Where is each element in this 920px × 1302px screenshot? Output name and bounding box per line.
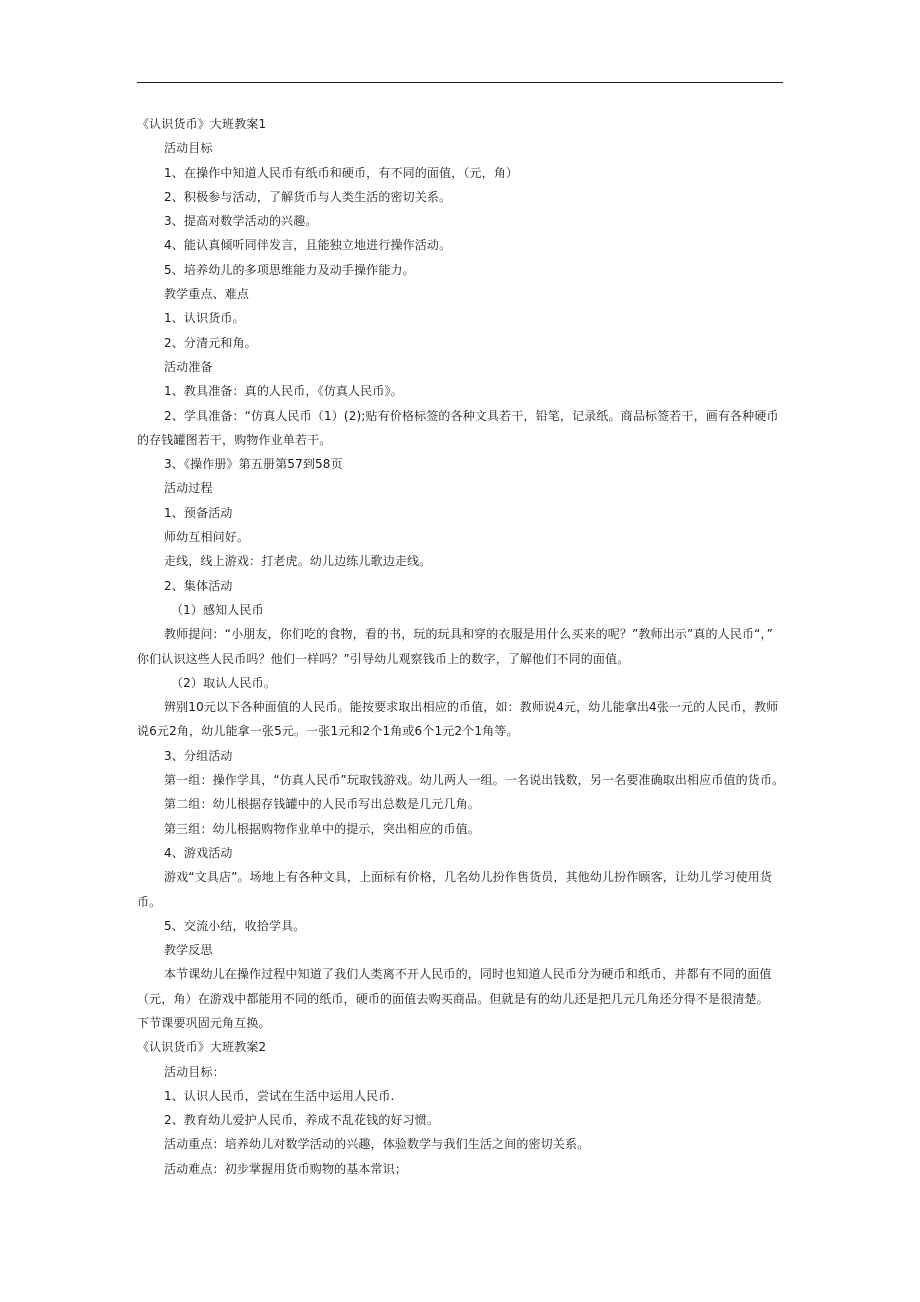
paragraph-continuation: 说6元2角，幼儿能拿一张5元。一张1元和2个1角或6个1元2个1角等。 [137,724,519,739]
paragraph: 第一组：操作学具，“仿真人民币”玩取钱游戏。幼儿两人一组。一名说出钱数，另一名要准确取出相应币值的货币。 [164,773,785,788]
paragraph: 2、集体活动 [164,578,233,593]
paragraph: 第二组：幼儿根据存钱罐中的人民币写出总数是几元几角。 [164,797,480,812]
paragraph: 2、积极参与活动，了解货币与人类生活的密切关系。 [164,189,452,204]
heading: 教学反思 [164,943,213,958]
paragraph: 师幼互相问好。 [164,530,250,545]
paragraph: 本节课幼儿在操作过程中知道了我们人类离不开人民币的，同时也知道人民币分为硬币和纸币，并都有不同的面值 [164,967,772,982]
paragraph: 走线，线上游戏：打老虎。幼儿边练儿歌边走线。 [164,554,432,569]
paragraph: 1、认识货币。 [164,311,245,326]
paragraph-continuation: 的存钱罐图若干，购物作业单若干。 [137,432,332,447]
paragraph: 1、认识人民币，尝试在生活中运用人民币. [164,1088,395,1103]
heading: 活动目标： [164,1064,225,1079]
paragraph: 5、培养幼儿的多项思维能力及动手操作能力。 [164,262,415,277]
paragraph: 4、游戏活动 [164,845,233,860]
document-body [137,112,787,1181]
paragraph: 3、提高对数学活动的兴趣。 [164,214,318,229]
paragraph-continuation: 你们认识这些人民币吗？他们一样吗？”引导幼儿观察钱币上的数字，了解他们不同的面值。 [137,651,630,666]
paragraph: 4、能认真倾听同伴发言，且能独立地进行操作活动。 [164,238,452,253]
header-rule [137,82,783,83]
paragraph: 第三组：幼儿根据购物作业单中的提示，突出相应的币值。 [164,821,480,836]
heading: 活动目标 [164,141,213,156]
heading: 活动过程 [164,481,213,496]
paragraph: 3、《操作册》第五册第57到58页 [164,457,343,472]
paragraph: 5、交流小结，收拾学具。 [164,918,306,933]
paragraph: 3、分组活动 [164,748,233,763]
paragraph: 1、预备活动 [164,505,233,520]
paragraph: 1、教具准备：真的人民币，《仿真人民币》。 [164,384,403,399]
paragraph: 教师提问：“小朋友，你们吃的食物，看的书，玩的玩具和穿的衣服是用什么买来的呢？”教师出示”真的人民币“，” [164,627,774,642]
heading: 活动准备 [164,359,213,374]
section-title: 《认识货币》大班教案2 [137,1040,267,1055]
heading: 教学重点、难点 [164,287,250,302]
subheading: （2）取认人民币。 [171,675,276,690]
paragraph: 2、分清元和角。 [164,335,257,350]
paragraph: 活动重点：培养幼儿对数学活动的兴趣，体验数学与我们生活之间的密切关系。 [164,1137,590,1152]
paragraph: 活动难点：初步掌握用货币购物的基本常识； [164,1161,408,1176]
paragraph-continuation: （元，角）在游戏中都能用不同的纸币，硬币的面值去购买商品。但就是有的幼儿还是把几元几角还分得不是很清楚。 [137,991,769,1006]
paragraph: 辨别10元以下各种面值的人民币。能按要求取出相应的币值，如：教师说4元，幼儿能拿出4张一元的人民币，教师 [164,700,779,715]
paragraph-continuation: 下节课要巩固元角互换。 [137,1015,271,1030]
paragraph: 2、学具准备：“仿真人民币（1）(2);贴有价格标签的各种文具若干，铅笔，记录纸。商品标签若干，画有各种硬币 [164,408,779,423]
subheading: （1）感知人民币 [171,602,264,617]
paragraph: 2、教育幼儿爱护人民币，养成不乱花钱的好习惯。 [164,1113,440,1128]
paragraph: 1、在操作中知道人民币有纸币和硬币，有不同的面值，（元，角） [164,165,519,180]
paragraph-continuation: 币。 [137,894,162,909]
section-title: 《认识货币》大班教案1 [137,117,267,131]
paragraph: 游戏“文具店”。场地上有各种文具，上面标有价格，几名幼儿扮作售货员，其他幼儿扮作顾客，让幼儿学习使用货 [164,870,773,885]
